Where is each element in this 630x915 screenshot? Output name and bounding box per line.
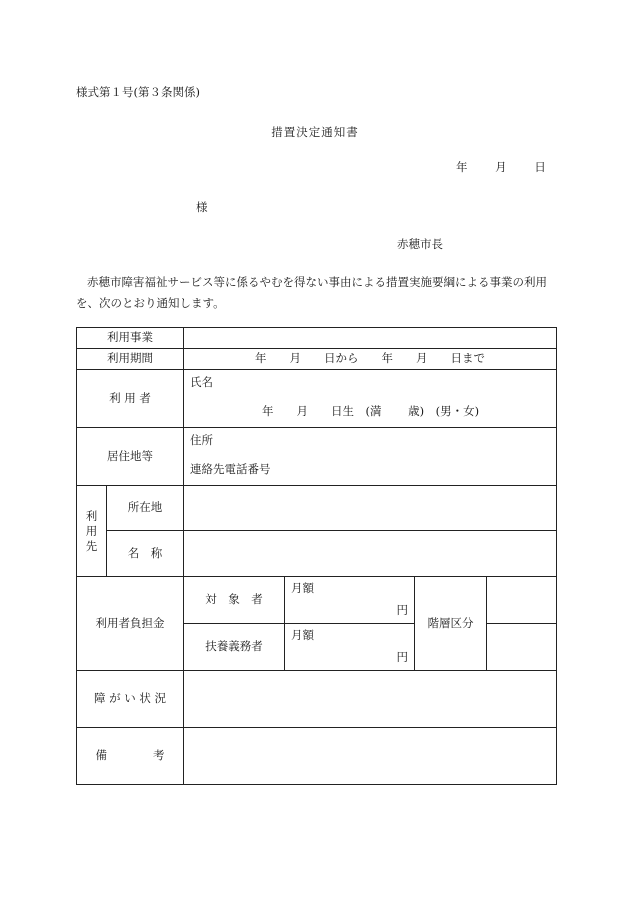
- residence-label: 居住地等: [77, 428, 184, 486]
- row-destination-name: [77, 531, 557, 577]
- disability-label: 障 が い 状 況: [77, 671, 184, 728]
- row-service: [77, 328, 557, 349]
- destination-label: 利用先: [85, 508, 98, 553]
- sender-name: 赤穂市長: [397, 237, 443, 251]
- notification-table: [76, 327, 557, 785]
- row-residence: [77, 428, 557, 486]
- tier-value-supporter: [487, 624, 557, 671]
- remarks-value: [184, 728, 557, 785]
- date-line: [456, 159, 546, 175]
- address-label: 住所: [190, 433, 213, 447]
- disability-value: [184, 671, 557, 728]
- user-birth-text: 年 月 日生 (満 歳) (男・女): [262, 404, 480, 418]
- form-number-label: 様式第１号(第３条関係): [76, 85, 200, 99]
- period-label: 利用期間: [77, 349, 184, 370]
- user-value: [184, 370, 557, 428]
- user-label: 利 用 者: [77, 370, 184, 428]
- subject-monthly-label: 月額: [291, 581, 314, 595]
- tier-label: 階層区分: [415, 577, 487, 671]
- subject-label: 対 象 者: [184, 577, 285, 624]
- service-value: [184, 328, 557, 349]
- row-remarks: [77, 728, 557, 785]
- supporter-amount-cell: [285, 624, 415, 671]
- residence-value: [184, 428, 557, 486]
- destination-location-value: [184, 486, 557, 531]
- row-burden-subject: [77, 577, 557, 624]
- destination-group-label: [77, 486, 107, 577]
- date-month-label: 月: [495, 160, 507, 174]
- notice-body-text: 赤穂市障害福祉サービス等に係るやむを得ない事由による措置実施要綱による事業の利用を、次のとおり通知します。: [76, 275, 547, 310]
- service-label: 利用事業: [77, 328, 184, 349]
- supporter-label: 扶養義務者: [184, 624, 285, 671]
- supporter-monthly-label: 月額: [291, 628, 314, 642]
- document-title: 措置決定通知書: [271, 125, 359, 139]
- row-destination-location: [77, 486, 557, 531]
- row-user: [77, 370, 557, 428]
- subject-yen-label: 円: [396, 603, 408, 618]
- destination-location-label: 所在地: [107, 486, 184, 531]
- date-day-label: 日: [534, 160, 546, 174]
- remarks-label: 備 考: [77, 728, 184, 785]
- tier-value-subject: [487, 577, 557, 624]
- phone-label: 連絡先電話番号: [190, 462, 271, 476]
- destination-name-label: 名 称: [107, 531, 184, 577]
- date-year-label: 年: [456, 160, 468, 174]
- subject-amount-cell: [285, 577, 415, 624]
- destination-name-value: [184, 531, 557, 577]
- row-period: [77, 349, 557, 370]
- burden-label: 利用者負担金: [77, 577, 184, 671]
- addressee-honorific: 様: [196, 200, 208, 214]
- row-disability: [77, 671, 557, 728]
- supporter-yen-label: 円: [396, 650, 408, 665]
- user-name-label: 氏名: [190, 375, 213, 389]
- period-value: 年 月 日から 年 月 日まで: [184, 349, 557, 370]
